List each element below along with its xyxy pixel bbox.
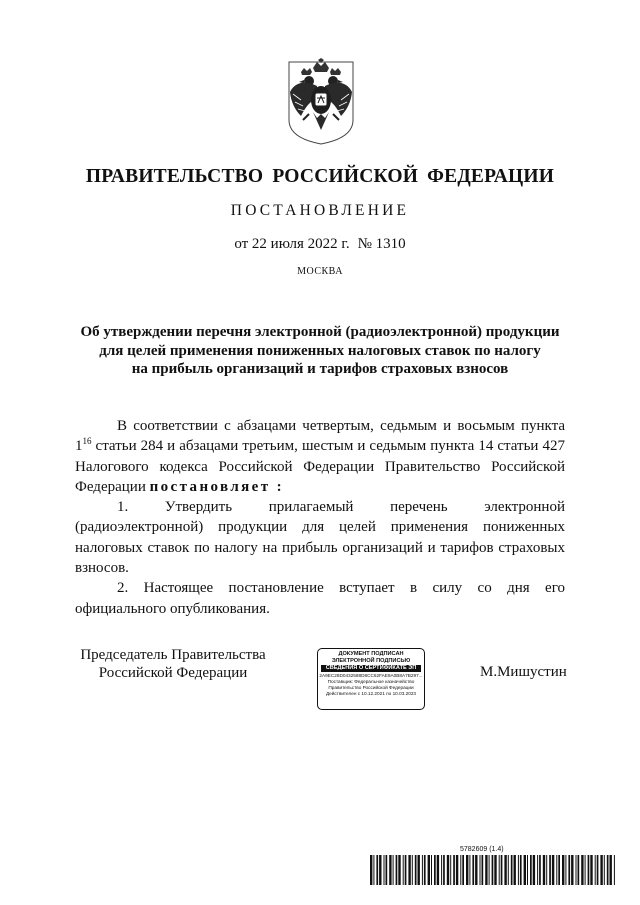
position-line-1: Председатель Правительства bbox=[80, 647, 266, 663]
paragraph-item-1: 1. Утвердить прилагаемый перечень электронной (радиоэлектронной) продукции для целей применения пониженных налоговых ставок по налогу на прибыль организаций и тарифов страховых взносов. bbox=[75, 499, 565, 577]
document-type: ПОСТАНОВЛЕНИЕ bbox=[230, 202, 410, 219]
stamp-supplier: Поставщик: Федеральное казначейство bbox=[327, 679, 415, 685]
coat-of-arms-emblem bbox=[287, 58, 355, 146]
document-body bbox=[75, 416, 565, 619]
stamp-certificate-bar: СВЕДЕНИЯ О СЕРТИФИКАТЕ ЭП bbox=[321, 665, 421, 672]
subject-line-1: Об утверждении перечня электронной (радиоэлектронной) продукции bbox=[80, 324, 560, 340]
preamble-superscript: 16 bbox=[82, 436, 92, 447]
stamp-line-2: ЭЛЕКТРОННОЙ ПОДПИСЬЮ bbox=[331, 657, 411, 664]
document-date: от 22 июля 2022 г. bbox=[234, 236, 350, 252]
barcode bbox=[370, 855, 616, 885]
stamp-owner: Правительство Российской Федерации bbox=[328, 685, 414, 691]
preamble-text-a: В соответствии с абзацами четвертым, седьмым и восьмым пункта 1 bbox=[75, 418, 565, 455]
paragraph-item-2: 2. Настоящее постановление вступает в силу со дня его официального опубликования. bbox=[75, 580, 565, 617]
date-number-line bbox=[0, 236, 640, 253]
subject-line-3: на прибыль организаций и тарифов страховых взносов bbox=[131, 361, 509, 377]
document-subject bbox=[40, 323, 600, 379]
subject-line-2: для целей применения пониженных налоговых ставок по налогу bbox=[99, 342, 541, 359]
city-label: МОСКВА bbox=[297, 266, 343, 277]
stamp-validity: Действителен с 10.12.2021 по 10.03.2023 bbox=[325, 691, 417, 697]
government-title: ПРАВИТЕЛЬСТВО РОССИЙСКОЙ ФЕДЕРАЦИИ bbox=[85, 166, 555, 187]
preamble-text-b: статьи 284 и абзацами третьим, шестым и седьмым пункта 14 статьи 427 Налогового кодекса Российской Федерации Правительство Российской Федерации bbox=[75, 438, 565, 495]
signatory-position bbox=[78, 646, 268, 682]
paragraph-preamble bbox=[75, 416, 565, 497]
document-number: № 1310 bbox=[357, 236, 406, 252]
e-signature-stamp bbox=[317, 648, 425, 710]
stamp-cert-id: 2A9EC28D0432588D8CC62FAE9A0B8A7B297... bbox=[319, 673, 423, 679]
document-reference: 5782609 (1.4) bbox=[460, 846, 504, 853]
position-line-2: Российской Федерации bbox=[98, 665, 248, 681]
decree-word: постановляет : bbox=[149, 478, 285, 495]
stamp-line-1: ДОКУМЕНТ ПОДПИСАН bbox=[338, 651, 404, 657]
signatory-name: М.Мишустин bbox=[480, 664, 567, 680]
